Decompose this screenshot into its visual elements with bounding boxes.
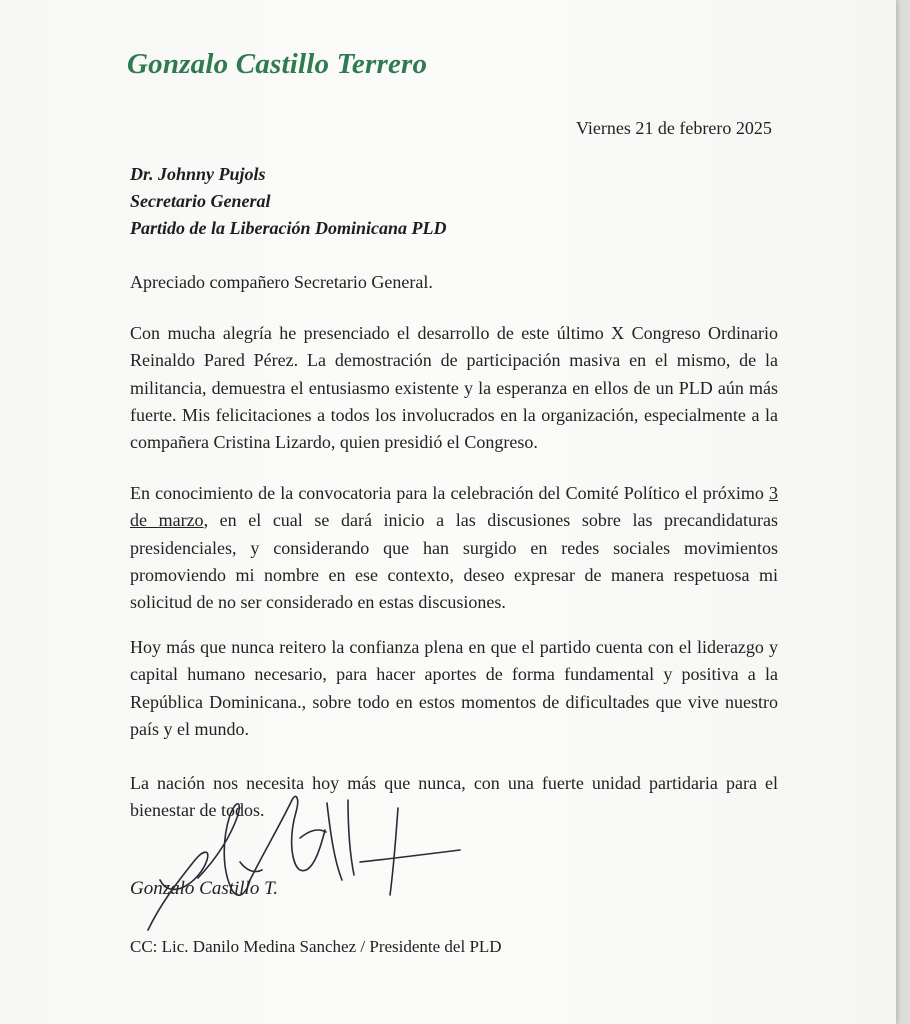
paragraph-confidence: Hoy más que nunca reitero la confianza plena en que el partido cuenta con el liderazgo y capital humano necesario, para hacer aportes de forma fundamental y positiva a la República Dominicana., sobre todo en estos momentos de dificultades que vive nuestro país y el mundo.	[130, 637, 778, 739]
paragraph-congress: Con mucha alegría he presenciado el desarrollo de este último X Congreso Ordinario Reinaldo Pared Pérez. La demostración de participación masiva en el mismo, de la militancia, demuestra el entusiasmo existente y la esperanza en ellos de un PLD aún más fuerte. Mis felicitaciones a todos los involucrados en la organización, especialmente a la compañera Cristina Lizardo, quien presidió el Congreso.	[130, 323, 778, 453]
recipient-title: Secretario General	[130, 191, 271, 211]
paragraph-request	[130, 480, 778, 616]
letterhead-name: Gonzalo Castillo Terrero	[127, 48, 428, 80]
paragraph-unity: La nación nos necesita hoy más que nunca, con una fuerte unidad partidaria para el bienestar de todos.	[130, 773, 778, 821]
recipient-name: Dr. Johnny Pujols	[130, 164, 266, 184]
paragraph-request-text-1: En conocimiento de la convocatoria para la celebración del Comité Político el próximo	[130, 483, 769, 503]
carbon-copy-line: CC: Lic. Danilo Medina Sanchez / Presidente del PLD	[130, 937, 502, 956]
recipient-block	[130, 161, 447, 242]
paragraph-request-text-2: , en el cual se dará inicio a las discusiones sobre las precandidaturas presidenciales, y considerando que han surgido en redes sociales movimientos promoviendo mi nombre en ese contexto, deseo expresar de manera respetuosa mi solicitud de no ser considerado en estas discusiones.	[130, 510, 778, 613]
recipient-organization: Partido de la Liberación Dominicana PLD	[130, 218, 447, 238]
signature-name: Gonzalo Castillo T.	[130, 878, 278, 899]
meeting-date-underlined: 3 de marzo	[130, 483, 778, 531]
salutation: Apreciado compañero Secretario General.	[130, 272, 433, 292]
letter-date: Viernes 21 de febrero 2025	[576, 118, 772, 138]
